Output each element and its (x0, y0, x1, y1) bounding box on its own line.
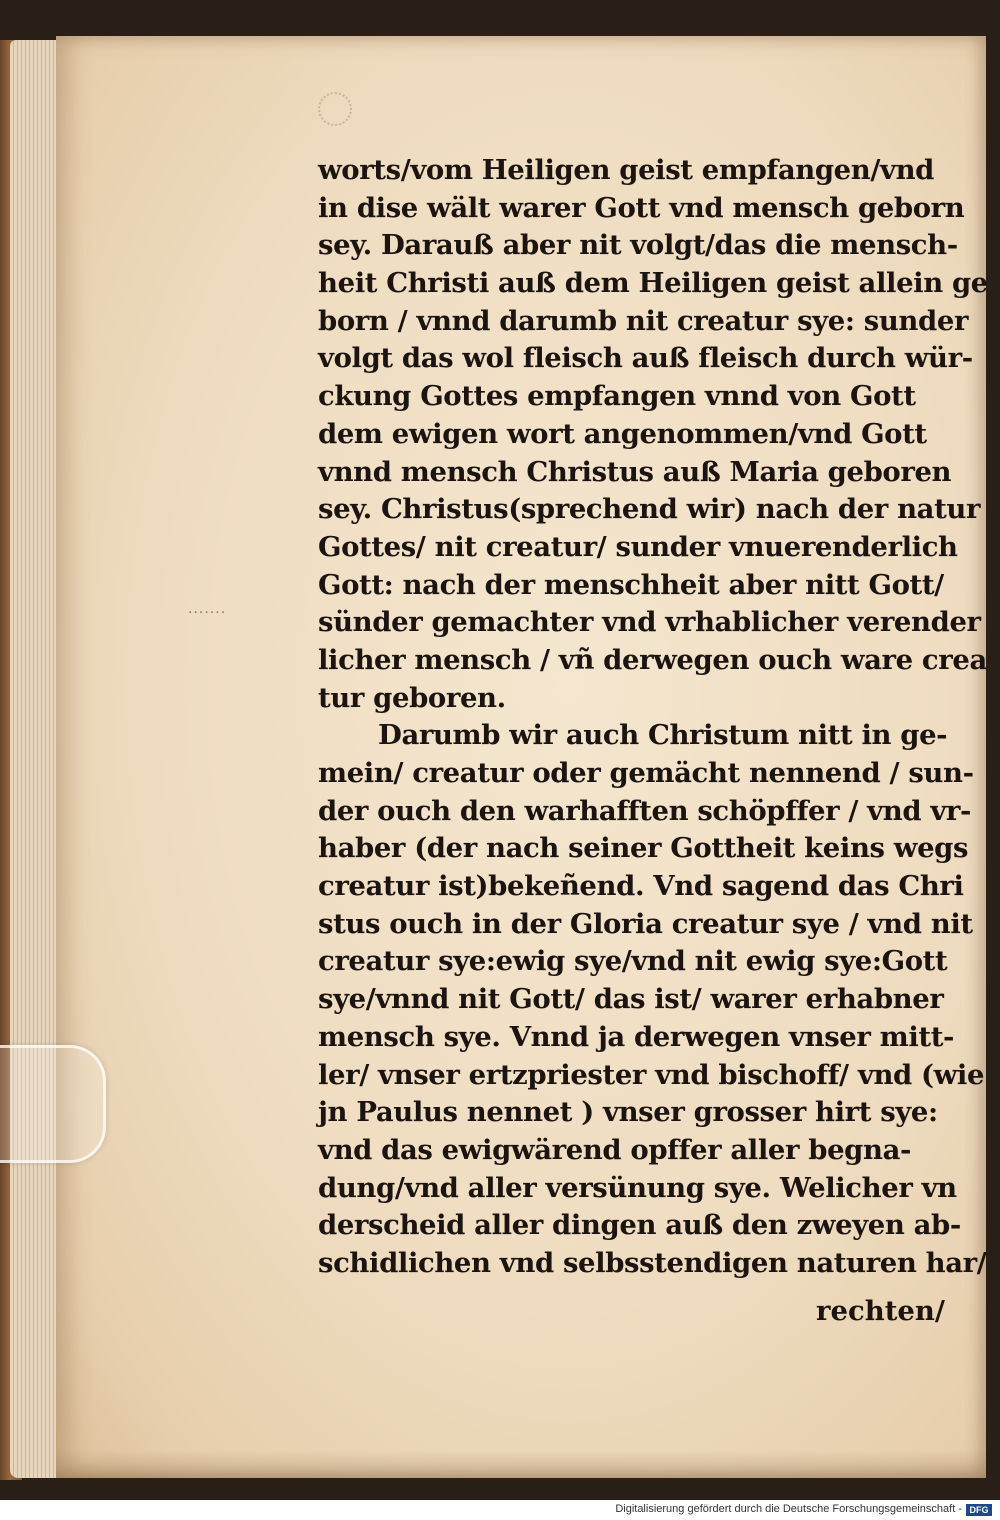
text-line: jn Paulus nennet ) vnser grosser hirt sye: (318, 1096, 938, 1129)
text-line: Gott: nach der menschheit aber nitt Gott/ (318, 568, 944, 601)
text-line: sye/vnnd nit Gott/ das ist/ warer erhabner (318, 983, 944, 1016)
text-line: sey. Darauß aber nit volgt/das die mensch- (318, 229, 958, 262)
text-line: vnd das ewigwärend opffer aller begna- (318, 1133, 912, 1166)
text-line: vnnd mensch Christus auß Maria geboren (318, 455, 952, 488)
page-clip-holder (0, 1045, 106, 1163)
text-line: sünder gemachter vnd vrhablicher verender (318, 606, 981, 639)
text-line: volgt das wol fleisch auß fleisch durch wür- (318, 342, 973, 375)
text-line: stus ouch in der Gloria creatur sye / vnd nit (318, 907, 973, 940)
text-line: heit Christi auß dem Heiligen geist allein ge (318, 267, 988, 300)
body-text (318, 152, 988, 1283)
text-line: ckung Gottes empfangen vnnd von Gott (318, 380, 916, 413)
text-line: der ouch den warhafften schöpffer / vnd vr- (318, 794, 972, 827)
text-line: mensch sye. Vnnd ja derwegen vnser mitt- (318, 1020, 955, 1053)
text-line: sey. Christus(sprechend wir) nach der natur (318, 493, 981, 526)
funding-credit: Digitalisierung gefördert durch die Deutsche Forschungsgemeinschaft - (615, 1503, 962, 1515)
text-line: creatur ist)bekeñend. Vnd sagend das Chri (318, 870, 964, 903)
show-through-dots: ······· (188, 605, 227, 621)
text-line: schidlichen vnd selbsstendigen naturen har/ (318, 1246, 987, 1279)
text-line: in dise wält warer Gott vnd mensch geborn (318, 191, 965, 224)
text-line: tur geboren. (318, 681, 506, 714)
text-line: dem ewigen wort angenommen/vnd Gott (318, 417, 927, 450)
text-line: derscheid aller dingen auß den zweyen ab- (318, 1209, 961, 1242)
catchword: rechten/ (816, 1295, 945, 1327)
text-line: creatur sye:ewig sye/vnd nit ewig sye:Gott (318, 945, 948, 978)
text-line: Gottes/ nit creatur/ sunder vnuerenderlich (318, 530, 958, 563)
text-line: worts/vom Heiligen geist empfangen/vnd (318, 154, 934, 186)
footer-bar (0, 1500, 1000, 1520)
text-line: licher mensch / vñ derwegen ouch ware crea (318, 643, 987, 676)
text-line: dung/vnd aller versünung sye. Welicher vn (318, 1171, 957, 1204)
text-line: mein/ creatur oder gemächt nennend / sun- (318, 757, 974, 789)
text-line: Darumb wir auch Christum nitt in ge- (378, 719, 948, 752)
ink-bleed-mark (318, 92, 352, 126)
text-line: born / vnnd darumb nit creatur sye: sunder (318, 304, 969, 337)
text-line: ler/ vnser ertzpriester vnd bischoff/ vnd (wie (318, 1058, 985, 1091)
text-line: haber (der nach seiner Gottheit keins wegs (318, 832, 969, 865)
dfg-logo: DFG (966, 1504, 992, 1516)
